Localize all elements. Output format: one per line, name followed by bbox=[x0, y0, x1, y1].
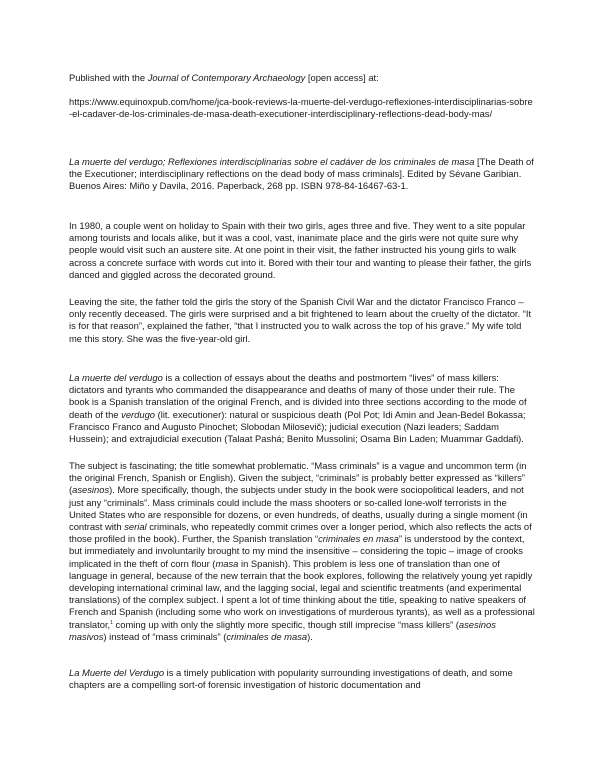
paragraph-5-text: is a timely publication with popularity surrounding investigations of death, and some chapters are a compelling sort-of forensic investigation of historic documentation and bbox=[69, 667, 513, 691]
p4-text-7: ) instead of “mass criminals” ( bbox=[103, 630, 227, 642]
p4-italic-5: asesinos masivos bbox=[69, 618, 496, 642]
p4-text-6: coming up with only the slightly more specific, though still imprecise “mass killers” ( bbox=[112, 618, 459, 630]
paragraph-1: In 1980, a couple went on holiday to Spain with their two girls, ages three and five. They went to a site popular among tourists and locals alike, but it was a cool, vast, inanimate place and the girls were not quite sure why people would visit such an austere site. At one point in their visit, the father instructed his young girls to walk across a concrete surface with words cut into it. Bored with their tour and wanting to please their father, the girls danced and giggled across the decorated ground. bbox=[69, 220, 532, 280]
paragraph-2: Leaving the site, the father told the girls the story of the Spanish Civil War and the dictator Francisco Franco – only recently deceased. The girls were surprised and a bit frightened to learn about the cruelty of the dictator. “It is for that reason”, explained the father, “that I instructed you to walk across the top of his grave.” My wife told me this story. She was the five-year-old girl. bbox=[69, 296, 532, 344]
p4-italic-3: criminales en masa bbox=[318, 533, 399, 545]
publication-note bbox=[69, 72, 535, 84]
publication-prefix: Published with the bbox=[69, 72, 148, 83]
book-citation bbox=[69, 156, 535, 193]
p4-italic-1: asesinos bbox=[72, 484, 110, 496]
article-url[interactable]: https://www.equinoxpub.com/home/jca-book-reviews-la-muerte-del-verdugo-reflexiones-interdisciplinarias-sobre-el-cadaver-de-los-criminales-de-masa-death-executioner-interdisciplinary-reflections-dead-body-mas/ bbox=[69, 96, 533, 120]
paragraph-5 bbox=[69, 667, 535, 691]
p4-italic-2: serial bbox=[124, 521, 147, 533]
paragraph-3 bbox=[69, 372, 535, 445]
journal-name: Journal of Contemporary Archaeology bbox=[147, 72, 306, 83]
p4-text-4: ” is understood by the context, but immediately and involuntarily brought to my mind the insensitive – considering the topic – image of crooks implicated in the theft of corn flour ( bbox=[69, 533, 525, 569]
publication-suffix: [open access] at: bbox=[305, 72, 379, 83]
paragraph-4 bbox=[69, 460, 535, 643]
book-title: La muerte del verdugo; Reflexiones interdisciplinarias sobre el cadáver de los criminales de masa bbox=[69, 156, 475, 167]
p4-italic-6: criminales de masa bbox=[226, 630, 308, 642]
p4-text-5: in Spanish). This problem is less one of translation than one of language in general, because of the new terrain that the book explores, following the relatively young yet rapidly developing international criminal law, and the lagging social, legal and scientific treatments (and experimental translations) of the complex subject. I spent a lot of time thinking about the title, speaking to native speakers of French and Spanish (including some who work on investigations of murderous tyrants), as well as a professional translator, bbox=[69, 557, 535, 630]
p4-text-8: ). bbox=[307, 630, 313, 642]
p4-italic-4: masa bbox=[215, 557, 239, 569]
book-title-inline: La muerte del verdugo bbox=[69, 372, 163, 383]
footnote-marker[interactable]: 1 bbox=[110, 619, 113, 626]
citation-details: [The Death of the Executioner; interdisciplinary reflections on the dead body of mass criminals]. Edited by Sévane Garibian. Buenos Aires: Miño y Davila, 2016. Paperback, 268 pp. ISBN 978-84-16467-63-1. bbox=[69, 156, 534, 192]
p4-text-3: criminals, who repeatedly commit crimes over a longer period, which also reflects the acts of those profiled in the book). Further, the Spanish translation “ bbox=[69, 521, 532, 545]
p4-text-2: ). More specifically, though, the subjects under study in the book were sociopolitical leaders, and not just any “criminals”. Mass criminals could include the mass shooters or so-called lone-wolf terrorists in the United States who are responsible for dozens, or even hundreds, of deaths, usually during a single moment (in contrast with bbox=[69, 484, 528, 533]
paragraph-3-text-b: (lit. executioner): natural or suspicious death (Pol Pot; Idi Amin and Jean-Bedel Bokassa; Francisco Franco and Augusto Pinochet; Slobodan Milosevič); judicial execution (Nazi leaders; Saddam Hussein); and extrajudicial execution (Talaat Pashá; Benito Mussolini; Osama Bin Laden; Muammar Gaddafi). bbox=[69, 408, 526, 445]
paragraph-3-text-a: is a collection of essays about the deaths and postmortem “lives” of mass killers: dictators and tyrants who commanded the disappearance and deaths of many of those under their rule. The book is a Spanish translation of the original French, and is divided into three sections according to the mode of death of the bbox=[69, 372, 527, 420]
p4-text-1: The subject is fascinating; the title somewhat problematic. “Mass criminals” is a vague and uncommon term (in the original French, Spanish or English). Given the subject, “criminals” is probably better expressed as “killers” ( bbox=[69, 460, 527, 496]
book-title-inline-2: La Muerte del Verdugo bbox=[69, 667, 165, 678]
verdugo-term: verdugo bbox=[121, 408, 156, 420]
